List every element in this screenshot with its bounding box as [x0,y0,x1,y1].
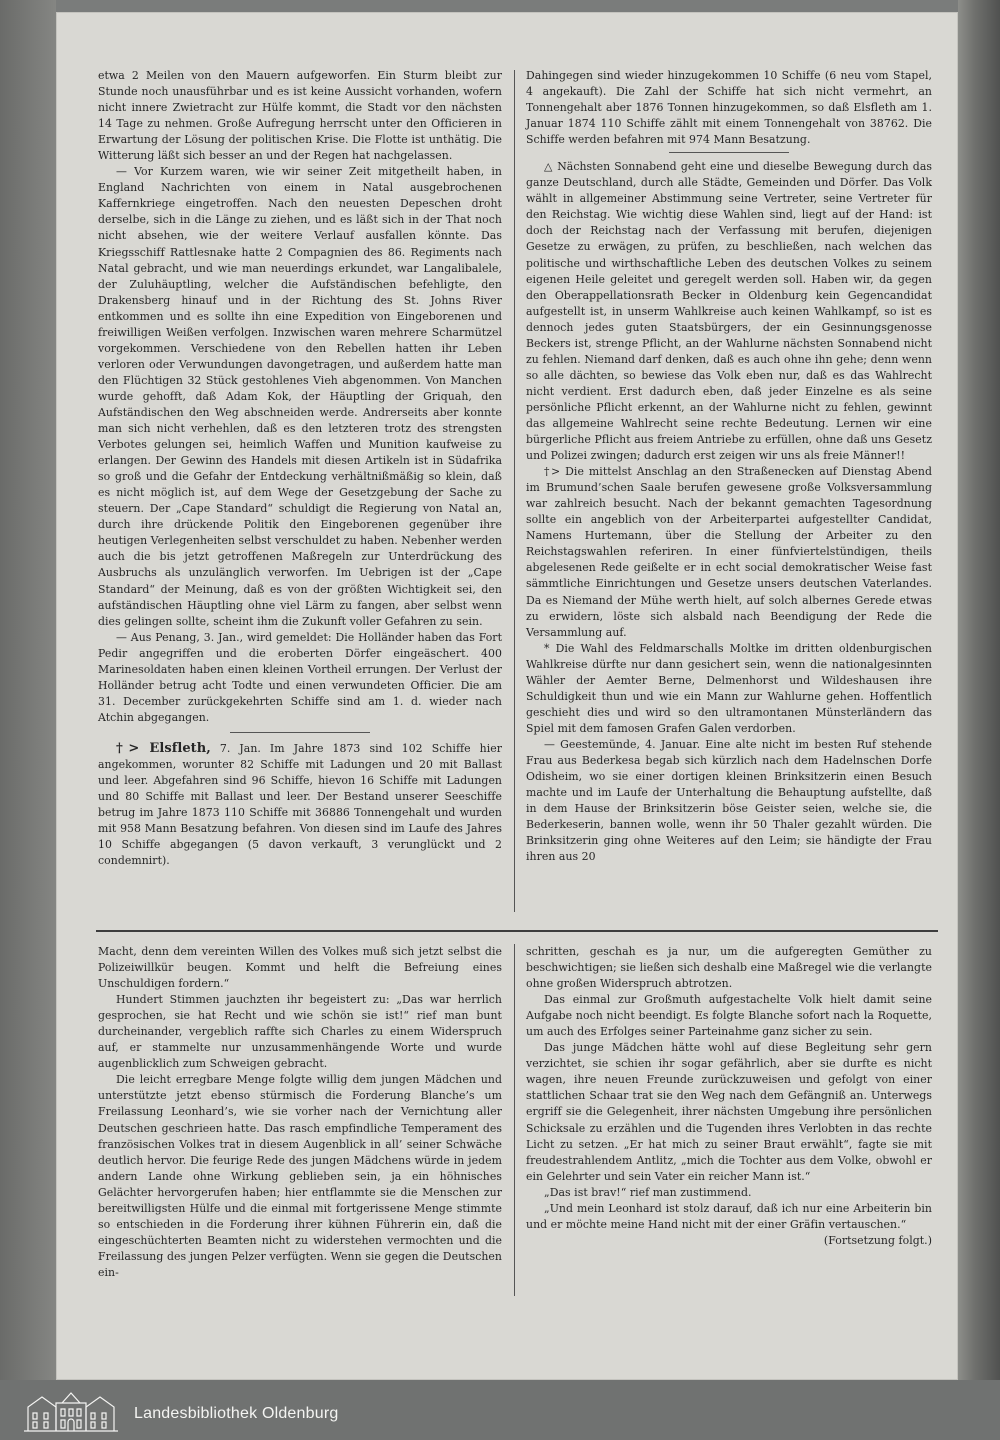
column-divider [514,944,515,1296]
section-divider [230,732,370,733]
elsfleth-text: 7. Jan. Im Jahre 1873 sind 102 Schiffe hier angekommen, worunter 82 Schiffe mit Ladungen und 20 mit Ballast und leer. Abgefahren sind 96 Schiffe, hievon 16 Schiffe mit Ladungen und 80 Schiffe mit Ballast und leer. Der Bestand unserer Seeschiffe betrug im Jahre 1873 110 Schiffe mit 36886 Tonnengehalt und wurden mit 958 Mann Besatzung befahren. Von diesen sind im Laufe des Jahres 10 Schiffe abgegangen (5 davon verkauft, 3 verunglückt und 2 condemnirt). [98,741,502,868]
feuilleton-divider [96,930,938,932]
section-divider [669,152,789,153]
top-column-left [98,68,502,869]
library-building-icon [22,1389,120,1433]
scan-right-edge [958,0,1000,1380]
paragraph: „Und mein Leonhard ist stolz darauf, daß ich nur eine Arbeiterin bin und er möchte meine Hand nicht mit der einer Gräfin vertauschen.“ [526,1201,932,1231]
continuation-note: (Fortsetzung folgt.) [823,1233,932,1247]
paragraph: etwa 2 Meilen von den Mauern aufgeworfen. Ein Sturm bleibt zur Stunde noch unausführbar und es ist keine Aussicht vorhanden, wofern nicht innere Zwietracht zur Hülfe kommt, die Stadt vor den nächsten 14 Tage zu nehmen. Große Aufregung herrscht unter den Officieren in Erwartung der Lösung der politischen Krise. Die Flotte ist unthätig. Die Witterung läßt sich besser an und der Regen hat nachgelassen. [98,69,502,163]
top-column-right [526,68,932,865]
bottom-column-left [98,944,502,1281]
paragraph: Dahingegen sind wieder hinzugekommen 10 Schiffe (6 neu vom Stapel, 4 angekauft). Die Zahl der Schiffe hat sich nicht vermehrt, an Tonnengehalt aber 1876 Tonnen hinzugekommen, so daß Elsfleth am 1. Januar 1874 110 Schiffe zählt mit einem Tonnengehalt von 38762. Die Schiffe werden befahren mit 974 Mann Besatzung. [526,69,932,147]
column-divider [514,70,515,912]
paragraph: — Geestemünde, 4. Januar. Eine alte nicht im besten Ruf stehende Frau aus Bederkesa begab sich kürzlich nach dem Hadelnschen Dorfe Odisheim, wo sie einer dortigen kleinen Brinksitzerin einen Besuch machte und im Laufe der Unterhaltung die Behauptung aufstellte, daß in dem Hause der Brinksitzerin böse Geister seien, welche sie, die Bederkeserin, bannen wolle, wenn ihr 50 Thaler gezahlt würden. Die Brinksitzerin ging ohne Weiteres auf den Leim; sie händigte der Frau ihren aus 20 [526,737,932,864]
paragraph: Das einmal zur Großmuth aufgestachelte Volk hielt damit seine Aufgabe noch nicht beendigt. Es folgte Blanche sofort nach la Roquette, um auch des Erfolges seiner Parteinahme ganz sicher zu sein. [526,993,932,1039]
paragraph: △ Nächsten Sonnabend geht eine und dieselbe Bewegung durch das ganze Deutschland, durch alle Städte, Gemeinden und Dörfer. Das Volk wählt in allgemeiner Abstimmung seine Vertreter, seine Vertreter für den Reichstag. Wie wichtig diese Wahlen sind, liegt auf der Hand: ist doch der Reichstag nach der Verfassung mit berufen, diejenigen Gesetze zu erwägen, zu prüfen, zu beschließen, nach welchen das politische und wirthschaftliche Leben des deutschen Volkes zu seinem eigenen Heile geleitet und geregelt werden soll. Haben wir, da gegen den Oberappellationsrath Becker in Oldenburg kein Gegencandidat aufgestellt ist, in unserm Wahlkreise auch keinen Wahlkampf, so ist es dennoch jedes guten Staatsbürgers, der ein Gesinnungsgenosse Beckers ist, strenge Pflicht, an der Wahlurne nächsten Sonnabend nicht zu fehlen. Niemand darf denken, daß es auch ohne ihn gehe; denn wenn so alle dächten, so bewiese das Volk eben nur, daß es das Wahlrecht nicht verdient. Erst dadurch eben, daß jeder Einzelne es als seine persönliche Pflicht erkennt, an der Wahlurne nicht zu fehlen, gewinnt das allgemeine Wahlrecht seine rechte Bedeutung. Lernen wir eine bürgerliche Pflicht aus freiem Antriebe zu erfüllen, ohne daß uns Gesetz und Polizei zwingen; dadurch erst zeigen wir uns als freie Männer!! [526,160,932,463]
library-name: Landesbibliothek Oldenburg [134,1405,339,1422]
paragraph: „Das ist brav!“ rief man zustimmend. [544,1185,752,1199]
paragraph: — Aus Penang, 3. Jan., wird gemeldet: Die Holländer haben das Fort Pedir angegriffen und die eroberten Dörfer eingeäschert. 400 Marinesoldaten haben einen kleinen Vortheil errungen. Der Verlust der Holländer betrug acht Todte und einen verwundeten Officier. Die am 31. December zurückgekehrten Schiffe sind am 1. d. wieder nach Atchin abgegangen. [98,630,502,724]
scan-left-margin [0,0,56,1380]
paragraph: — Vor Kurzem waren, wie wir seiner Zeit mitgetheilt haben, in England Nachrichten von einem in Natal ausgebrochenen Kaffernkriege eingetroffen. Nach den neuesten Depeschen droht derselbe, sich in die Länge zu ziehen, und es läßt sich in der That noch nicht absehen, wie der weitere Verlauf ausfallen könnte. Das Kriegsschiff Rattlesnake hatte 2 Compagnien des 86. Regiments nach Natal gebracht, und wie man neuerdings erkundet, war Langalibalele, der Zuluhäuptling, welcher die Aufständischen befehligte, den Drakensberg hinauf und in der Richtung des St. Johns River entkommen und es sollte ihn eine Expedition von Eingeborenen und freiwilligen Weißen verfolgen. Inzwischen waren mehrere Scharmützel vorgekommen. Verschiedene von den Rebellen hatten ihr Leben verloren oder Verwundungen davongetragen, und außerdem hatte man den Flüchtigen 32 Stück gestohlenes Vieh abgenommen. Von Manchen wurde gehofft, daß Adam Kok, der Häuptling der Griquah, den Aufständischen den Weg abschneiden werde. Andrerseits aber konnte man sich nicht verhehlen, daß es den letzteren trotz des strengsten Verbotes gelungen sei, heimlich Waffen und Munition kaufweise zu erlangen. Der Gewinn des Handels mit diesen Artikeln ist in Südafrika so groß und die Gefahr der Entdeckung verhältnißmäßig so klein, daß es nicht möglich ist, auf dem Wege der Gesetzgebung der Sache zu steuern. Der „Cape Standard“ schuldigt die Regierung von Natal an, durch ihre drückende Politik den Eingeborenen gegenüber ihre heutigen Verlegenheiten selbst verschuldet zu haben. Nebenher werden auch die bis jetzt getroffenen Maßregeln zur Unterdrückung des Ausbruchs als unzulänglich verworfen. Im Uebrigen ist der „Cape Standard“ der Meinung, daß es von der größten Wichtigkeit sei, den aufständischen Häuptling ohne viel Lärm zu fangen, aber selbst wenn dies gelingen sollte, scheint ihm die Zukunft voller Gefahren zu sein. [98,165,502,628]
paragraph: Die leicht erregbare Menge folgte willig dem jungen Mädchen und unterstützte jetzt ebenso stürmisch die Forderung Blanche’s um Freilassung Leonhard’s, wie sie vorher nach der Vernichtung aller Deutschen geschrieen hatte. Das rasch empfindliche Temperament des französischen Volkes trat in diesem Augenblick in all’ seiner Schwäche deutlich hervor. Die feurige Rede des jungen Mädchens würde in jedem andern Lande ohne Wirkung geblieben sein, ja ein höhnisches Gelächter hervorgerufen haben; hier entflammte sie die Menschen zur bereitwilligsten Hülfe und die einmal mit fortgerissene Menge stimmte so entschieden in die Forderung ihrer kühnen Führerin ein, daß die eingeschüchterten Beamten nicht zu widerstehen vermochten und die Freilassung des jungen Pelzer verfügten. Wenn sie gegen die Deutschen ein- [98,1073,502,1279]
paragraph: Hundert Stimmen jauchzten ihr begeistert zu: „Das war herrlich gesprochen, sie hat Recht und wie schön sie ist!“ rief man bunt durcheinander, vergeblich raffte sich Charles zu einem Widerspruch auf, er stammelte nur unzusammenhängende Worte und wurde augenblicklich zum Schweigen gebracht. [98,993,502,1071]
paragraph: †> Die mittelst Anschlag an den Straßenecken auf Dienstag Abend im Brumund’schen Saale berufen gewesene große Volksversammlung war zahlreich besucht. Nach der bekannt gemachten Tagesordnung sollte ein angeblich von der Arbeiterpartei aufgestellter Candidat, Namens Hurtemann, über die Stellung der Arbeiter zu den Reichstagswahlen referiren. In einer fünfviertelstündigen, theils abgelesenen Rede geißelte er in echt social demokratischer Weise fast sämmtliche Einrichtungen und Gesetze unsers deutschen Vaterlandes. Da es Niemand der Mühe werth hielt, auf solch albernes Gerede etwas zu erwidern, löste sich alsbald nach Beendigung der Rede die Versammlung auf. [526,465,932,639]
paragraph: Macht, denn dem vereinten Willen des Volkes muß sich jetzt selbst die Polizeiwillkür beugen. Kommt und helft die Befreiung eines Unschuldigen fordern.“ [98,945,502,991]
bottom-column-right [526,944,932,1249]
elsfleth-paragraph [98,741,502,869]
paragraph: * Die Wahl des Feldmarschalls Moltke im dritten oldenburgischen Wahlkreise dürfte nur dann gesichert sein, wenn die nationalgesinnten Wähler der Aemter Berne, Delmenhorst und Wildeshausen ihre Schuldigkeit thun und wie ein Mann zur Wahlurne gehen. Hoffentlich geschieht dies und wird so den ultramontanen Münsterländern das Spiel mit dem famosen Grafen Galen verdorben. [526,641,932,735]
elsfleth-heading: †> Elsfleth, [116,740,211,756]
paragraph: schritten, geschah es ja nur, um die aufgeregten Gemüther zu beschwichtigen; sie ließen sich deshalb eine Maßregel wie die verlangte ohne großen Widerspruch abtrotzen. [526,945,932,991]
paragraph: Das junge Mädchen hätte wohl auf diese Begleitung sehr gern verzichtet, sie schien ihr sogar gefährlich, aber sie durfte es nicht wagen, ihre neuen Freunde zurückzuweisen und gefolgt von einer stattlichen Schaar trat sie den Weg nach dem Gefängniß an. Unterwegs ergriff sie die Gelegenheit, ihrer nächsten Umgebung ihre persönlichen Schicksale zu erzählen und die Tugenden ihres Verlobten in das rechte Licht zu setzen. „Er hat mich zu seiner Braut erwählt“, fagte sie mit freudestrahlendem Antlitz, „mich die Tochter aus dem Volke, obwohl er ein Gelehrter und sein Vater ein reicher Mann ist.“ [526,1041,932,1183]
